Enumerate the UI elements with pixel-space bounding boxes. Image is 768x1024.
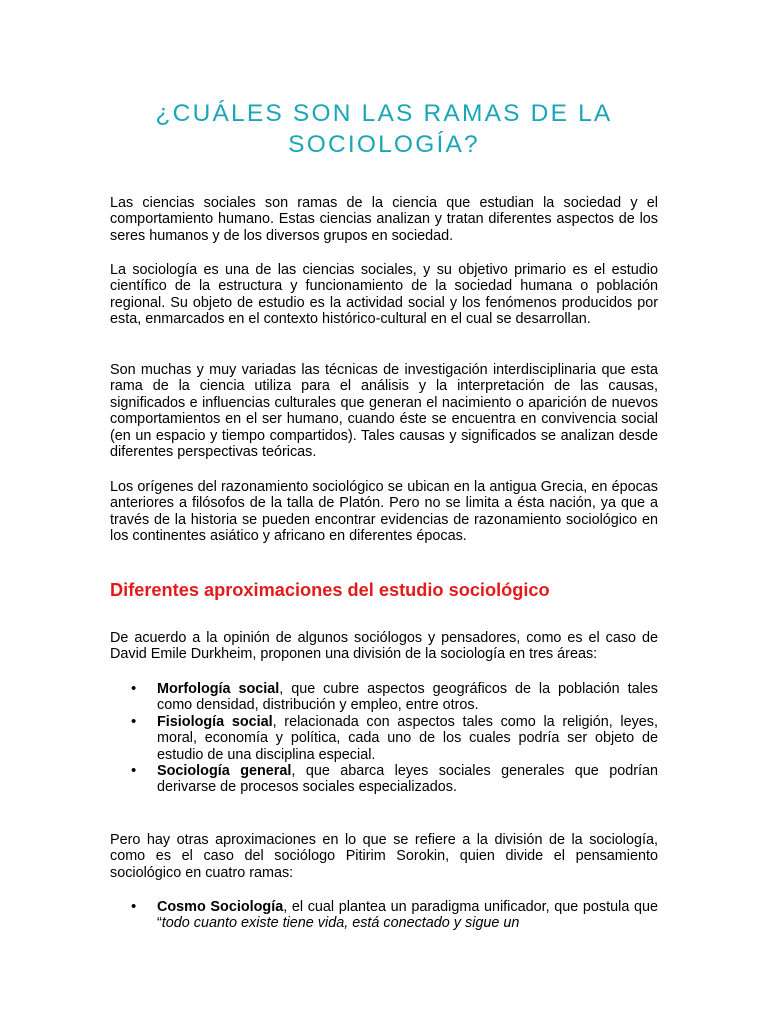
section-heading: Diferentes aproximaciones del estudio sociológico (110, 580, 550, 600)
list-item-text: , el cual plantea un paradigma unificador, que postula que “ (157, 899, 658, 932)
list-item-term: Morfología social (157, 681, 280, 697)
list-item-text: , relacionada con aspectos tales como la religión, leyes, moral, economía y política, cada uno de los cuales podría ser objeto de estudio de una disciplina especial. (157, 713, 658, 763)
paragraph-ciencias-sociales: Las ciencias sociales son ramas de la ciencia que estudian la sociedad y el comportamiento humano. Estas ciencias analizan y tratan diferentes aspectos de los seres humanos y de los diversos grupos en sociedad. (110, 195, 658, 244)
list-item-term: Sociología general (157, 763, 292, 780)
paragraph-sorokin: Pero hay otras aproximaciones en lo que se refiere a la división de la sociología, como es el caso del sociólogo Pitirim Sorokin, quien divide el pensamiento sociológico en cuatro ramas: (110, 832, 658, 881)
paragraph-sociologia: La sociología es una de las ciencias sociales, y su objetivo primario es el estudio científico de la estructura y funcionamiento de la sociedad humana o población regional. Su objeto de estudio es la actividad social y los fenómenos producidos por esta, enmarcados en el contexto histórico-cultural en el cual se desarrollan. (110, 262, 658, 328)
list-item (110, 681, 658, 714)
list-item (110, 763, 658, 796)
list-item-term: Cosmo Sociología (157, 899, 284, 915)
paragraph-tecnicas: Son muchas y muy variadas las técnicas de investigación interdisciplinaria que esta rama de la ciencia utiliza para el análisis y la interpretación de las causas, significados e influencias culturales que generan el nacimiento o aparición de nuevos comportamientos en el ser humano, cuando éste se encuentra en convivencia social (en un espacio y tiempo compartidos). Tales causas y significados se analizan desde diferentes perspectivas teóricas. (110, 362, 658, 461)
paragraph-durkheim: De acuerdo a la opinión de algunos sociólogos y pensadores, como es el caso de David Emile Durkheim, proponen una división de la sociología en tres áreas: (110, 630, 658, 663)
list-item-quote: todo cuanto existe tiene vida, está conectado y sigue un (161, 915, 520, 932)
page-title-line-2: SOCIOLOGÍA? (288, 131, 480, 158)
page-title-line-1: ¿CUÁLES SON LAS RAMAS DE LA (155, 100, 613, 127)
page-title (0, 98, 768, 160)
list-item-text: , que abarca leyes sociales generales que podrían derivarse de procesos sociales especializados. (157, 763, 659, 796)
list-item-term: Fisiología social (157, 713, 273, 730)
list-item-text: , que cubre aspectos geográficos de la población tales como densidad, distribución y empleo, entre otros. (157, 681, 658, 714)
list-item (110, 899, 658, 932)
list-item (110, 714, 658, 763)
sorokin-list (110, 899, 658, 932)
paragraph-origenes: Los orígenes del razonamiento sociológico se ubican en la antigua Grecia, en épocas anteriores a filósofos de la talla de Platón. Pero no se limita a ésta nación, ya que a través de la historia se pueden encontrar evidencias de razonamiento sociológico en los continentes asiático y africano en diferentes épocas. (110, 479, 658, 545)
durkheim-list (110, 681, 658, 796)
